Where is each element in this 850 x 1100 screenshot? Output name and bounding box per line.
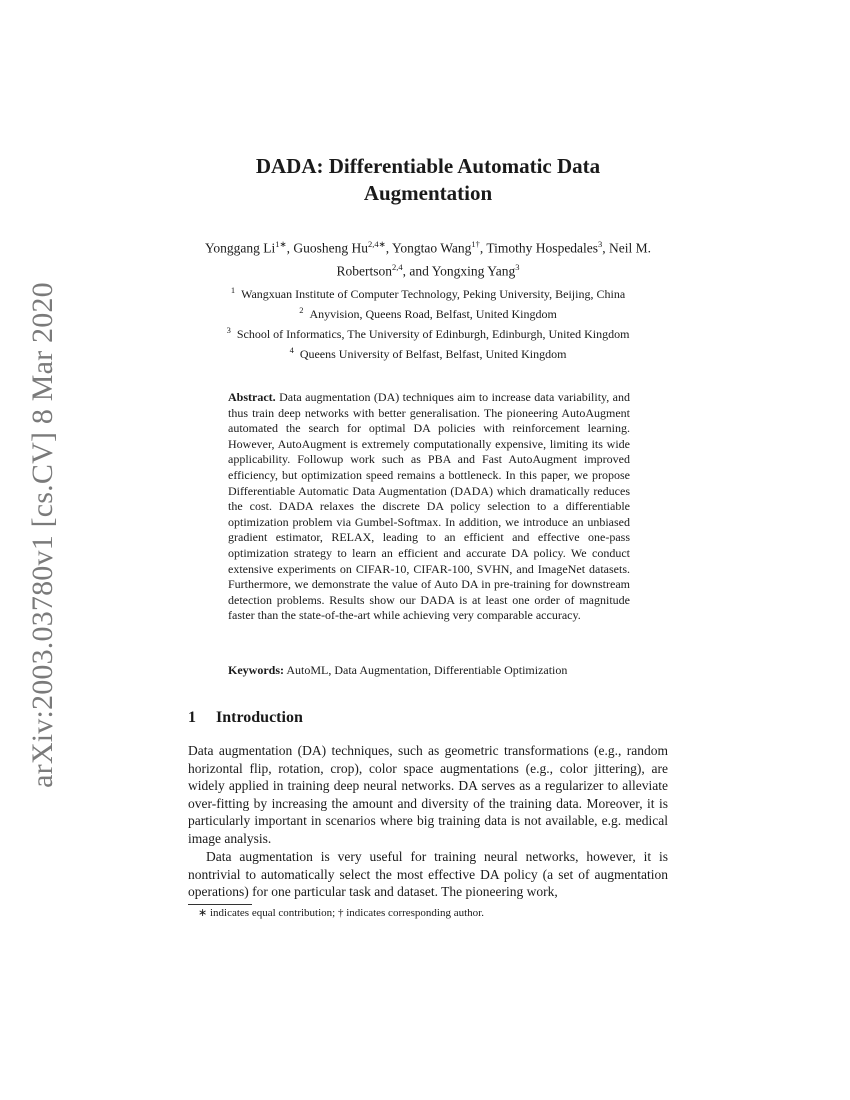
section-heading xyxy=(188,707,668,729)
affiliation-line xyxy=(180,342,676,362)
section-number: 1 xyxy=(188,709,196,726)
author-marker: 3 xyxy=(515,261,520,272)
affiliation-number: 1 xyxy=(230,285,236,295)
affiliation-line xyxy=(180,302,676,322)
author-name: , Timothy Hospedales xyxy=(479,240,599,256)
body-paragraph: Data augmentation is very useful for training neural networks, however, it is nontrivial to automatically select the most effective DA policy (a set of augmentation operations) for one particular task and dataset. The pioneering work, xyxy=(188,849,668,899)
affiliation-number: 4 xyxy=(289,345,294,355)
section-title: Introduction xyxy=(216,709,303,726)
affiliation-text: Wangxuan Institute of Computer Technology, Peking University, Beijing, China xyxy=(241,287,626,301)
author-list xyxy=(180,235,676,280)
abstract-text: Data augmentation (DA) techniques aim to increase data variability, and thus train deep networks with better generalisation. The pioneering AutoAugment automated the search for optimal DA policies with reinforcement learning. However, AutoAugment is extremely computationally expensive, limiting its wide applicability. Followup work such as PBA and Fast AutoAugment improved efficiency, but optimization speed remains a bottleneck. In this paper, we propose Differentiable Automatic Data Augmentation (DADA) which dramatically reduces the cost. DADA relaxes the discrete DA policy selection to a differentiable optimization problem via Gumbel-Softmax. In addition, we introduce an unbiased gradient estimator, RELAX, leading to an efficient and effective one-pass optimization strategy to learn an efficient and accurate DA policy. We conduct extensive experiments on CIFAR-10, CIFAR-100, SVHN, and ImageNet datasets. Furthermore, we demonstrate the value of Auto DA in pre-training for downstream detection problems. Results show our DADA is at least one order of magnitude faster than the state-of-the-art while achieving very comparable accuracy. xyxy=(228,390,631,623)
abstract-label: Abstract. xyxy=(228,390,276,404)
author-name: , Guosheng Hu xyxy=(286,240,368,256)
keywords xyxy=(228,662,648,678)
author-name: Yonggang Li xyxy=(204,240,276,256)
body-paragraph: Data augmentation (DA) techniques, such as geometric transformations (e.g., random horizontal flip, rotation, crop), color space augmentations (e.g., color jittering), are widely applied in training deep neural networks. DA serves as a regularizer to alleviate over-fitting by increasing the amount and diversity of the training data. Moreover, it is particularly important in scenarios where big training data is not available, e.g. medical image analysis. xyxy=(188,743,668,846)
affiliation-line xyxy=(180,322,676,342)
author-marker: 1∗ xyxy=(275,239,287,249)
author-name: , Neil M. Robertson xyxy=(336,240,652,278)
abstract xyxy=(228,390,630,624)
keywords-text: AutoML, Data Augmentation, Differentiable Optimization xyxy=(286,663,568,677)
author-marker: 1† xyxy=(471,239,480,249)
paper-title: DADA: Differentiable Automatic Data Augmentation xyxy=(255,154,601,205)
affiliation-line xyxy=(180,282,676,302)
keywords-label: Keywords: xyxy=(228,663,284,677)
author-marker: 2,4∗ xyxy=(367,239,386,249)
author-marker: 2,4 xyxy=(392,261,403,272)
footnote-rule xyxy=(188,904,252,905)
author-name: , Yongtao Wang xyxy=(385,240,472,256)
footnote: ∗ indicates equal contribution; † indicates corresponding author. xyxy=(198,907,484,919)
author-marker: 3 xyxy=(598,239,603,249)
arxiv-side-stamp: arXiv:2003.03780v1 [cs.CV] 8 Mar 2020 xyxy=(26,282,59,788)
author-name: , and Yongxing Yang xyxy=(402,263,516,278)
affiliation-text: Anyvision, Queens Road, Belfast, United Kingdom xyxy=(309,307,557,321)
affiliation-number: 2 xyxy=(299,305,304,315)
affiliation-list xyxy=(180,282,676,362)
affiliation-text: School of Informatics, The University of Edinburgh, Edinburgh, United Kingdom xyxy=(236,327,630,341)
affiliation-text: Queens University of Belfast, Belfast, United Kingdom xyxy=(299,347,567,361)
affiliation-number: 3 xyxy=(226,325,231,335)
